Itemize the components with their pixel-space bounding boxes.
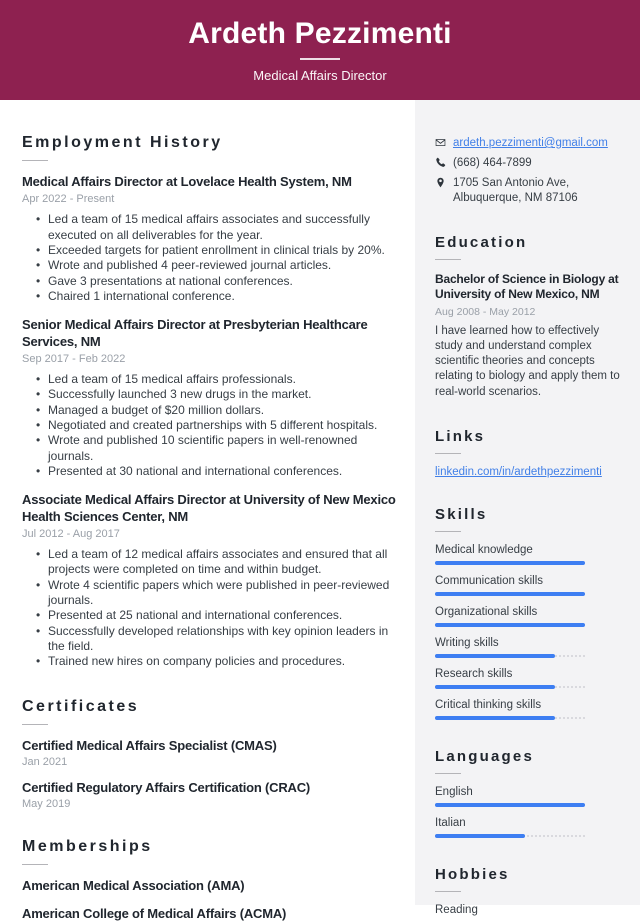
job-entry: [22, 492, 397, 669]
skill-entry: [435, 637, 620, 658]
address-line-2: Albuquerque, NM 87106: [453, 191, 578, 204]
job-title: Senior Medical Affairs Director at Presbyterian Healthcare Services, NM: [22, 317, 368, 349]
heading-divider: [435, 531, 461, 532]
job-entry: [22, 317, 397, 479]
job-bullet: • Successfully developed relationships with key opinion leaders in the field.: [34, 624, 397, 655]
job-bullet: • Wrote and published 4 peer-reviewed journal articles.: [34, 258, 397, 273]
heading-divider: [435, 891, 461, 892]
section-memberships: [22, 838, 397, 921]
hobbies-heading: Hobbies: [435, 865, 510, 883]
job-bullet: • Managed a budget of $20 million dollars.: [34, 403, 397, 418]
certificates-list: [22, 738, 397, 810]
job-bullet: • Trained new hires on company policies and procedures.: [34, 654, 397, 669]
language-bar: [435, 803, 585, 807]
email-link[interactable]: ardeth.pezzimenti@gmail.com: [453, 137, 608, 149]
section-certificates: [22, 698, 397, 810]
job-bullet: • Presented at 30 national and international conferences.: [34, 464, 397, 479]
memberships-list: [22, 878, 397, 921]
skill-label: Communication skills: [435, 574, 544, 587]
skill-bar-fill: [435, 592, 585, 596]
job-bullet: • Successfully launched 3 new drugs in the market.: [34, 387, 397, 402]
skill-label: Writing skills: [435, 636, 499, 649]
linkedin-link[interactable]: linkedin.com/in/ardethpezzimenti: [435, 465, 602, 478]
job-bullet: • Led a team of 12 medical affairs associates and ensured that all projects were completed on time and within budget.: [34, 547, 397, 578]
membership-entry: [22, 906, 397, 921]
language-bar-fill: [435, 834, 525, 838]
skill-label: Organizational skills: [435, 605, 538, 618]
links-list: [435, 466, 620, 478]
job-bullet: • Exceeded targets for patient enrollment in clinical trials by 20%.: [34, 243, 397, 258]
certificates-heading: Certificates: [22, 697, 140, 715]
heading-divider: [22, 724, 48, 725]
contact-address-row: [435, 176, 620, 206]
certificate-entry: [22, 780, 397, 810]
languages-heading: Languages: [435, 747, 534, 765]
membership-title: American Medical Association (AMA): [22, 877, 245, 893]
membership-title: American College of Medical Affairs (ACMA): [22, 905, 287, 921]
heading-divider: [435, 773, 461, 774]
degree-description: I have learned how to effectively study and understand complex scientific theories and concepts relating to biology and apply them to real-world scenarios.: [435, 324, 620, 398]
job-bullet: • Wrote and published 10 scientific papers in well-renowned journals.: [34, 433, 397, 464]
job-entry: [22, 174, 397, 304]
degree-date: Aug 2008 - May 2012: [435, 305, 536, 318]
skill-bar-fill: [435, 685, 555, 689]
employment-history-heading: Employment History: [22, 134, 223, 151]
skill-bar: [435, 716, 585, 720]
certificate-title: Certified Regulatory Affairs Certification (CRAC): [22, 779, 311, 795]
section-hobbies: [435, 866, 620, 916]
sidebar: [415, 100, 640, 916]
contact-phone-row: [435, 156, 620, 171]
candidate-job-title: Medical Affairs Director: [253, 68, 387, 83]
skill-bar-fill: [435, 561, 585, 565]
phone-icon: [435, 157, 446, 168]
language-bar-fill: [435, 803, 585, 807]
skill-label: Medical knowledge: [435, 543, 533, 556]
skills-heading: Skills: [435, 505, 488, 523]
main-column: [0, 100, 415, 921]
certificate-date: Jan 2021: [22, 755, 68, 768]
resume-body: [0, 100, 640, 921]
language-entry: [435, 817, 620, 838]
section-skills: [435, 506, 620, 720]
language-entry: [435, 786, 620, 807]
skill-entry: [435, 575, 620, 596]
section-links: [435, 428, 620, 478]
resume-header: [0, 0, 640, 100]
links-heading: Links: [435, 427, 486, 445]
job-title: Medical Affairs Director at Lovelace Health System, NM: [22, 174, 352, 189]
hobby-item: Reading: [435, 903, 478, 916]
job-date: Apr 2022 - Present: [22, 193, 115, 206]
certificate-entry: [22, 738, 397, 768]
job-bullet: • Chaired 1 international conference.: [34, 289, 397, 304]
skill-label: Research skills: [435, 667, 513, 680]
language-label: Italian: [435, 816, 466, 829]
contact-email-row: [435, 136, 620, 151]
skill-label: Critical thinking skills: [435, 698, 542, 711]
skill-bar: [435, 561, 585, 565]
skill-entry: [435, 668, 620, 689]
email-icon: [435, 137, 446, 148]
heading-divider: [435, 259, 461, 260]
skill-bar: [435, 623, 585, 627]
skill-bar-fill: [435, 623, 585, 627]
certificate-title: Certified Medical Affairs Specialist (CMAS): [22, 737, 277, 753]
heading-divider: [435, 453, 461, 454]
skill-entry: [435, 544, 620, 565]
languages-list: [435, 786, 620, 838]
language-label: English: [435, 785, 473, 798]
job-bullet: • Gave 3 presentations at national conferences.: [34, 274, 397, 289]
skill-bar: [435, 685, 585, 689]
memberships-heading: Memberships: [22, 837, 153, 855]
phone-number: (668) 464-7899: [453, 156, 532, 169]
section-education: [435, 234, 620, 400]
education-heading: Education: [435, 233, 528, 251]
job-bullet: • Wrote 4 scientific papers which were published in peer-reviewed journals.: [34, 578, 397, 609]
heading-divider: [22, 864, 48, 865]
job-bullet: • Presented at 25 national and international conferences.: [34, 608, 397, 623]
skill-bar: [435, 592, 585, 596]
job-title: Associate Medical Affairs Director at University of New Mexico Health Sciences Center, NM: [22, 492, 396, 524]
skill-bar: [435, 654, 585, 658]
membership-entry: [22, 878, 397, 893]
skill-entry: [435, 606, 620, 627]
skill-bar-fill: [435, 654, 555, 658]
job-date: Sep 2017 - Feb 2022: [22, 352, 126, 365]
location-pin-icon: [435, 177, 446, 188]
candidate-name: Ardeth Pezzimenti: [188, 17, 452, 50]
skill-entry: [435, 699, 620, 720]
job-date: Jul 2012 - Aug 2017: [22, 527, 120, 540]
address: [453, 176, 578, 206]
job-bullet: • Led a team of 15 medical affairs associates and successfully executed on all deliverables for the year.: [34, 212, 397, 243]
header-divider: [300, 58, 340, 60]
address-line-1: 1705 San Antonio Ave,: [453, 176, 570, 189]
job-bullets: [34, 372, 397, 480]
skill-bar-fill: [435, 716, 555, 720]
jobs-list: [22, 174, 397, 670]
language-bar: [435, 834, 585, 838]
job-bullets: [34, 547, 397, 670]
job-bullet: • Negotiated and created partnerships with 5 different hospitals.: [34, 418, 397, 433]
contact-block: [435, 136, 620, 206]
section-languages: [435, 748, 620, 838]
job-bullets: [34, 212, 397, 304]
section-employment-history: [22, 134, 397, 670]
degree-title: Bachelor of Science in Biology at University of New Mexico, NM: [435, 271, 619, 302]
skills-list: [435, 544, 620, 720]
heading-divider: [22, 160, 48, 161]
job-bullet: • Led a team of 15 medical affairs professionals.: [34, 372, 397, 387]
certificate-date: May 2019: [22, 797, 71, 810]
